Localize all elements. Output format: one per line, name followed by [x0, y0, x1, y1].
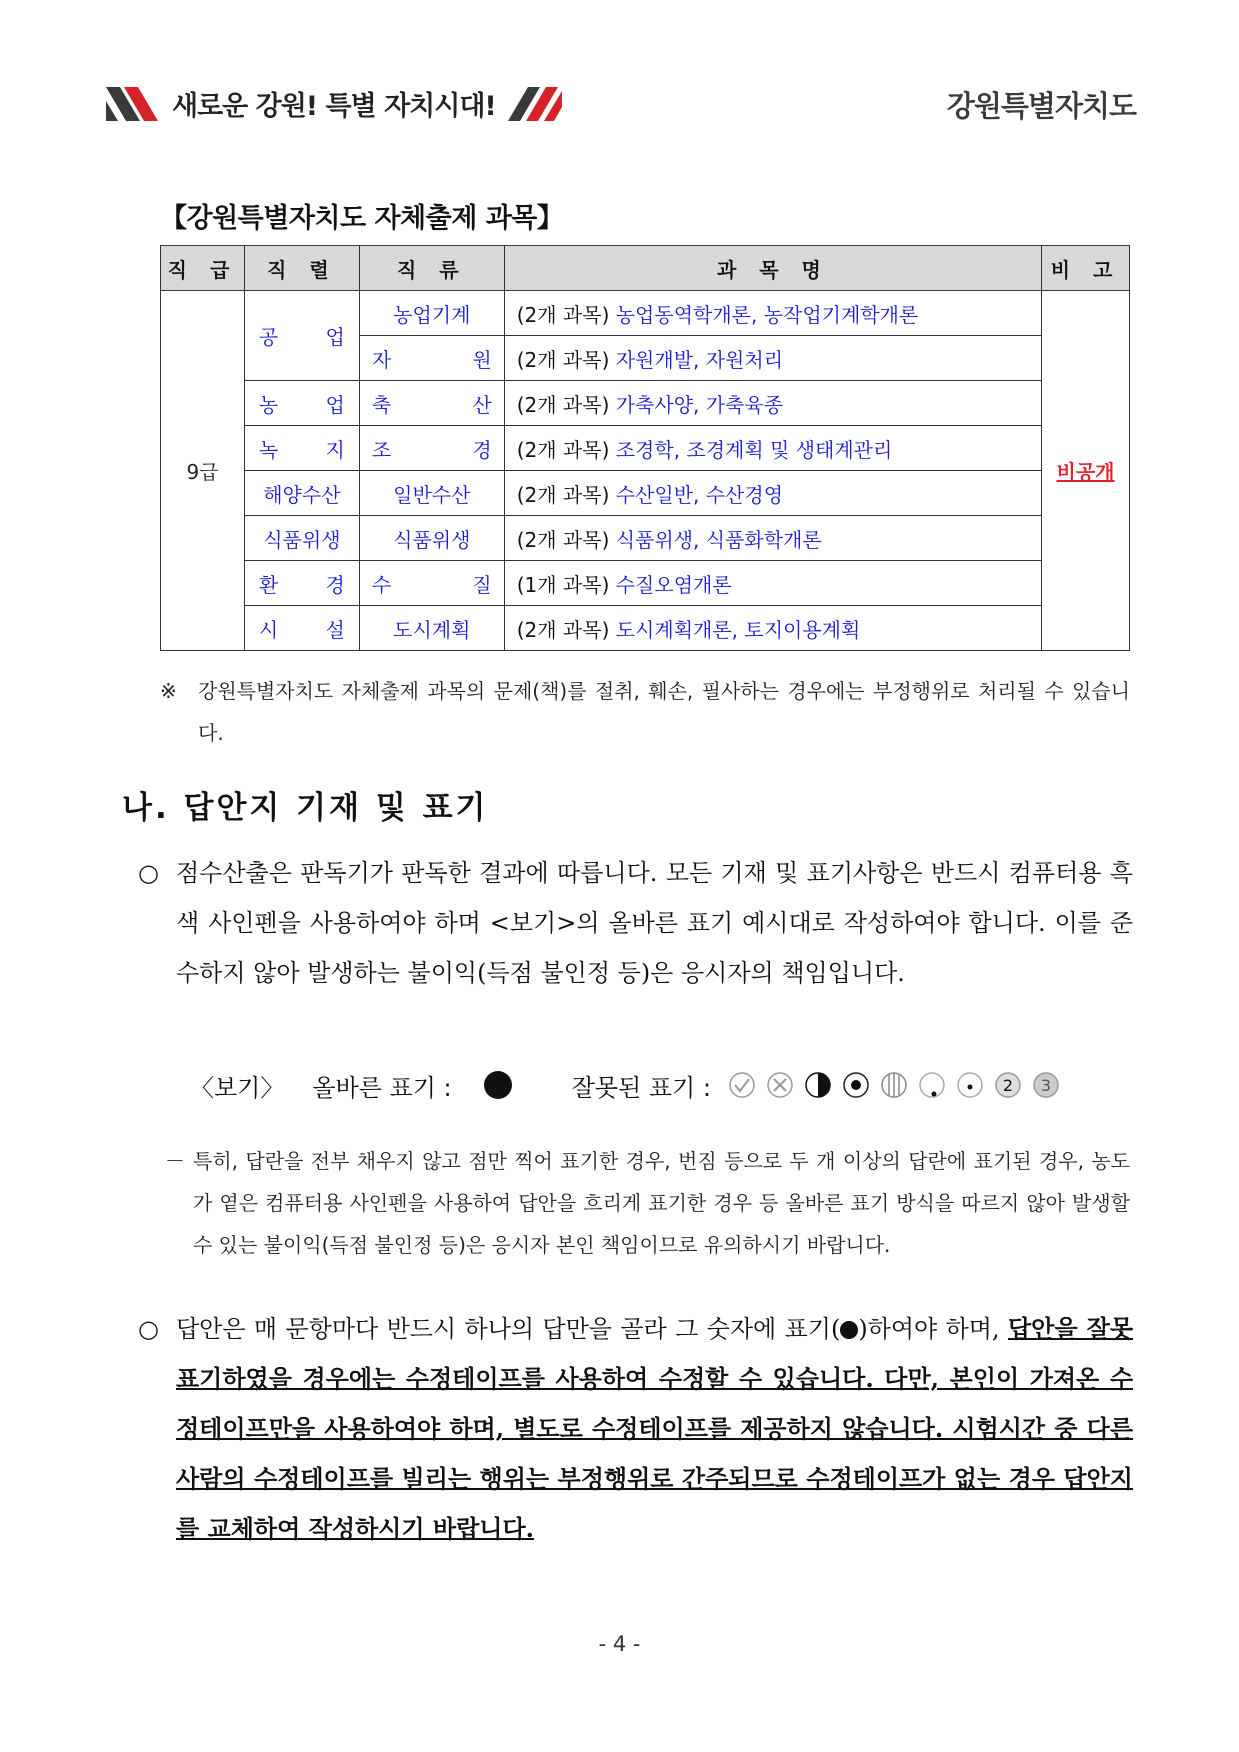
paragraph-text: 점수산출은 판독기가 판독한 결과에 따릅니다. 모든 기재 및 표기사항은 반드시 컴퓨터용 흑색 사인펜을 사용하여야 하며 <보기>의 올바른 표기 예시대로 작성하여야 합니다. 이를 준수하지 않아 발생하는 불이익(득점 불인정 등)은 응시자의 책임입니다. — [176, 859, 1134, 987]
dot-bottom-icon — [917, 1070, 947, 1100]
wrong-marks — [727, 1070, 1061, 1100]
check-icon — [727, 1070, 757, 1100]
subjects-cell: (2개 과목) 농업동역학개론, 농작업기계학개론 — [504, 291, 1041, 336]
class-cell: 축 산 — [359, 381, 504, 426]
class-cell: 식품위생 — [359, 516, 504, 561]
table-row — [161, 516, 1130, 561]
table-header-row — [161, 246, 1130, 291]
marking-example — [190, 1060, 1090, 1110]
bullet-circle: ○ — [138, 1315, 159, 1343]
number-2-text: 2 — [1002, 1076, 1013, 1095]
subjects-cell: (2개 과목) 가축사양, 가축육종 — [504, 381, 1041, 426]
example-label: 〈보기〉 — [190, 1073, 285, 1102]
class-cell: 일반수산 — [359, 471, 504, 516]
series-cell: 시 설 — [244, 606, 359, 651]
page-number: - 4 - — [598, 1632, 641, 1656]
paragraph-text: 답안은 매 문항마다 반드시 하나의 답만을 골라 그 숫자에 표기( )하여야 하며, 답안을 잘못 표기하였을 경우에는 수정테이프를 사용하여 수정할 수 있습니다. 다만, 본인이 가져온 수정테이프만을 사용하여야 하며, 별도로 수정테이프를 제공하지 않습니다. 시험시간 중 다른사람의 수정테이프를 빌리는 행위는 부정행위로 간주되므로 수정테이프가 없는 경우 답안지를 교체하여 작성하시기 바랍니다. — [176, 1314, 1134, 1543]
series-cell: 공 업 — [244, 291, 359, 381]
class-cell: 도시계획 — [359, 606, 504, 651]
table-row — [161, 606, 1130, 651]
reference-mark: ※ — [160, 679, 177, 703]
subjects-cell: (2개 과목) 조경학, 조경계획 및 생태계관리 — [504, 426, 1041, 471]
filled-circle-icon — [484, 1071, 512, 1099]
header-class: 직 류 — [359, 246, 504, 291]
remark-cell — [1042, 291, 1130, 651]
x-icon — [765, 1070, 795, 1100]
underlined-warning: 답안을 잘못 표기하였을 경우에는 수정테이프를 사용하여 수정할 수 있습니다. 다만, 본인이 가져온 수정테이프만을 사용하여야 하며, 별도로 수정테이프를 제공하지 않습니다. 시험시간 중 다른사람의 수정테이프를 빌리는 행위는 부정행위로 간주되므로 수정테이프가 없는 경우 답안지를 교체하여 작성하시기 바랍니다. — [176, 1314, 1134, 1543]
remark-private: 비공개 — [1056, 460, 1115, 484]
grade-cell: 9급 — [161, 291, 245, 651]
wrong-label: 잘못된 표기 : — [571, 1073, 711, 1102]
table-row — [161, 426, 1130, 471]
subjects-cell: (2개 과목) 수산일반, 수산경영 — [504, 471, 1041, 516]
dot-center-icon — [955, 1070, 985, 1100]
slogan-text: 새로운 강원! 특별 자치시대! — [172, 91, 496, 122]
class-cell: 농업기계 — [359, 291, 504, 336]
number-3-icon — [1031, 1070, 1061, 1100]
dash-mark: － — [165, 1149, 185, 1173]
footnote-text: 강원특별자치도 자체출제 과목의 문제(책)를 절취, 훼손, 필사하는 경우에는 부정행위로 처리될 수 있습니다. — [198, 679, 1130, 745]
subjects-cell: (1개 과목) 수질오염개론 — [504, 561, 1041, 606]
gangwon-logo — [947, 84, 1136, 125]
logo-text: 강원특별자치도 — [946, 89, 1136, 123]
class-cell: 조 경 — [359, 426, 504, 471]
striped-icon — [879, 1070, 909, 1100]
header-grade: 직 급 — [161, 246, 245, 291]
header-subjects: 과 목 명 — [504, 246, 1041, 291]
filled-circle-icon — [840, 1321, 858, 1339]
series-cell: 해양수산 — [244, 471, 359, 516]
table-row — [161, 561, 1130, 606]
subjects-cell: (2개 과목) 자원개발, 자원처리 — [504, 336, 1041, 381]
correct-label: 올바른 표기 : — [312, 1073, 452, 1102]
subjects-cell: (2개 과목) 식품위생, 식품화학개론 — [504, 516, 1041, 561]
bullet-circle: ○ — [138, 859, 159, 887]
series-cell: 농 업 — [244, 381, 359, 426]
header-series: 직 렬 — [244, 246, 359, 291]
dot-in-circle-icon — [841, 1070, 871, 1100]
series-cell: 환 경 — [244, 561, 359, 606]
number-2-icon — [993, 1070, 1023, 1100]
table-footnote — [160, 670, 1130, 754]
table-row — [161, 471, 1130, 516]
table-row — [161, 381, 1130, 426]
number-3-text: 3 — [1040, 1076, 1051, 1095]
page-header — [106, 82, 1136, 130]
table-row — [161, 291, 1130, 336]
half-fill-icon — [803, 1070, 833, 1100]
slogan-banner — [106, 84, 562, 123]
subjects-cell: (2개 과목) 도시계획개론, 토지이용계획 — [504, 606, 1041, 651]
section-heading: 나. 답안지 기재 및 표기 — [122, 790, 489, 826]
class-cell: 자 원 — [359, 336, 504, 381]
correction-paragraph — [138, 1304, 1133, 1554]
slogan-left-stripes-icon — [106, 87, 162, 121]
class-cell: 수 질 — [359, 561, 504, 606]
header-remark: 비 고 — [1042, 246, 1130, 291]
instruction-paragraph — [138, 848, 1133, 998]
dash-note-text: 특히, 답란을 전부 채우지 않고 점만 찍어 표기한 경우, 번짐 등으로 두 개 이상의 답란에 표기된 경우, 농도가 옅은 컴퓨터용 사인펜을 사용하여 답안을 흐리게 표기한 경우 등 올바른 표기 방식을 따르지 않아 발생할 수 있는 불이익(득점 불인정 등)은 응시자 본인 책임이므로 유의하시기 바랍니다. — [193, 1149, 1130, 1257]
subjects-table — [160, 245, 1130, 651]
dash-note — [165, 1140, 1130, 1266]
slogan-right-stripes-icon — [506, 87, 562, 121]
series-cell: 식품위생 — [244, 516, 359, 561]
series-cell: 녹 지 — [244, 426, 359, 471]
section-title: 【강원특별자치도 자체출제 과목】 — [160, 203, 564, 234]
